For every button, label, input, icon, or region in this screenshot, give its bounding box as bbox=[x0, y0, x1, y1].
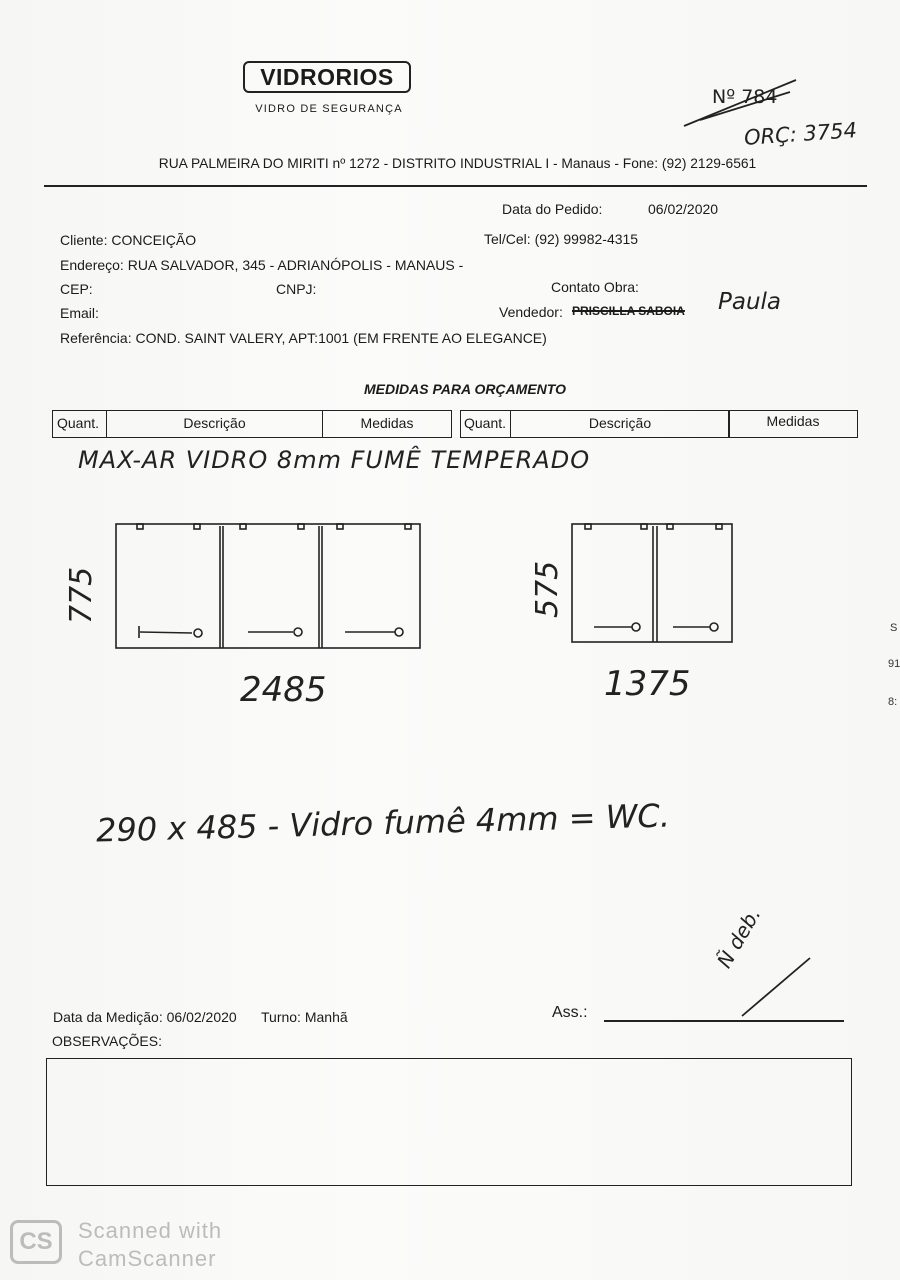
order-date-label: Data do Pedido: bbox=[502, 201, 603, 217]
client-field: Cliente: CONCEIÇÃO bbox=[60, 232, 197, 248]
reference-field: Referência: COND. SAINT VALERY, APT:1001 (EM FRENTE AO ELEGANCE) bbox=[60, 330, 547, 346]
left-window-sketch bbox=[116, 524, 420, 648]
hinge bbox=[641, 524, 647, 529]
hinge bbox=[337, 524, 343, 529]
handle-knob bbox=[395, 628, 403, 636]
camscanner-logo: CS bbox=[10, 1220, 62, 1264]
edge-fragment: 91 bbox=[888, 658, 900, 670]
brand-name: VIDRORIOS bbox=[260, 64, 394, 90]
handle-knob bbox=[632, 623, 640, 631]
orc-note: ORÇ: 3754 bbox=[743, 118, 858, 150]
number-strike-2 bbox=[700, 92, 790, 120]
observations-label: OBSERVAÇÕES: bbox=[52, 1033, 162, 1049]
pen-marks bbox=[684, 80, 810, 1016]
col-quant-2: Quant. bbox=[460, 410, 511, 438]
handwritten-stamp-note: Ñ deb. bbox=[712, 903, 766, 972]
brand-tagline: VIDRO DE SEGURANÇA bbox=[255, 103, 403, 115]
hinge bbox=[194, 524, 200, 529]
cnpj-field: CNPJ: bbox=[276, 281, 317, 297]
measure-date-field: Data da Medição: 06/02/2020 bbox=[53, 1009, 237, 1025]
contact-field: Contato Obra: bbox=[551, 279, 639, 295]
signature-label: Ass.: bbox=[552, 1004, 588, 1021]
edge-fragment: 8: bbox=[888, 696, 898, 708]
col-quant-1: Quant. bbox=[52, 410, 107, 438]
handwritten-line-2: 290 x 485 - Vidro fumê 4mm = WC. bbox=[95, 796, 671, 850]
measures-title: MEDIDAS PARA ORÇAMENTO bbox=[364, 381, 566, 397]
hinge bbox=[585, 524, 591, 529]
hinge bbox=[137, 524, 143, 529]
order-date-value: 06/02/2020 bbox=[648, 201, 719, 217]
col-medidas-1: Medidas bbox=[322, 410, 452, 438]
left-window-height: 775 bbox=[64, 566, 99, 624]
address-field: Endereço: RUA SALVADOR, 345 - ADRIANÓPOLIS - MANAUS - bbox=[60, 257, 464, 273]
hinge bbox=[298, 524, 304, 529]
left-window-frame bbox=[116, 524, 420, 648]
handle-knob bbox=[194, 629, 202, 637]
phone-field: Tel/Cel: (92) 99982-4315 bbox=[484, 231, 639, 247]
cep-field: CEP: bbox=[60, 281, 93, 297]
edge-fragment: S bbox=[890, 622, 898, 634]
seller-label: Vendedor: bbox=[499, 304, 563, 320]
hinge bbox=[667, 524, 673, 529]
watermark-line-2: CamScanner bbox=[78, 1246, 217, 1271]
company-address: RUA PALMEIRA DO MIRITI nº 1272 - DISTRITO INDUSTRIAL I - Manaus - Fone: (92) 2129-6561 bbox=[158, 156, 757, 171]
handle-knob bbox=[294, 628, 302, 636]
col-descricao-1: Descrição bbox=[106, 410, 323, 438]
hinge bbox=[716, 524, 722, 529]
handle bbox=[140, 632, 192, 633]
signature-slash bbox=[742, 958, 810, 1016]
seller-handwritten-name: Paula bbox=[718, 289, 782, 315]
watermark-line-1: Scanned with bbox=[78, 1218, 223, 1243]
handle-knob bbox=[710, 623, 718, 631]
left-window-width: 2485 bbox=[240, 670, 327, 710]
right-window-height: 575 bbox=[530, 560, 565, 618]
right-window-frame bbox=[572, 524, 732, 642]
handwritten-line-1: MAX-AR VIDRO 8mm FUMÊ TEMPERADO bbox=[78, 446, 591, 474]
observations-box bbox=[46, 1058, 852, 1186]
col-medidas-2: Medidas bbox=[728, 410, 858, 438]
seller-struck-name: PRISCILLA SABOIA bbox=[572, 304, 685, 318]
hinge bbox=[240, 524, 246, 529]
shift-field: Turno: Manhã bbox=[261, 1009, 348, 1025]
right-window-sketch bbox=[572, 524, 732, 642]
form-number: Nº 784 bbox=[712, 86, 778, 108]
camscanner-watermark bbox=[10, 1216, 250, 1276]
col-descricao-2: Descrição bbox=[510, 410, 730, 438]
email-field: Email: bbox=[60, 305, 99, 321]
right-window-width: 1375 bbox=[604, 664, 691, 704]
hinge bbox=[405, 524, 411, 529]
signature-line bbox=[604, 1020, 844, 1022]
